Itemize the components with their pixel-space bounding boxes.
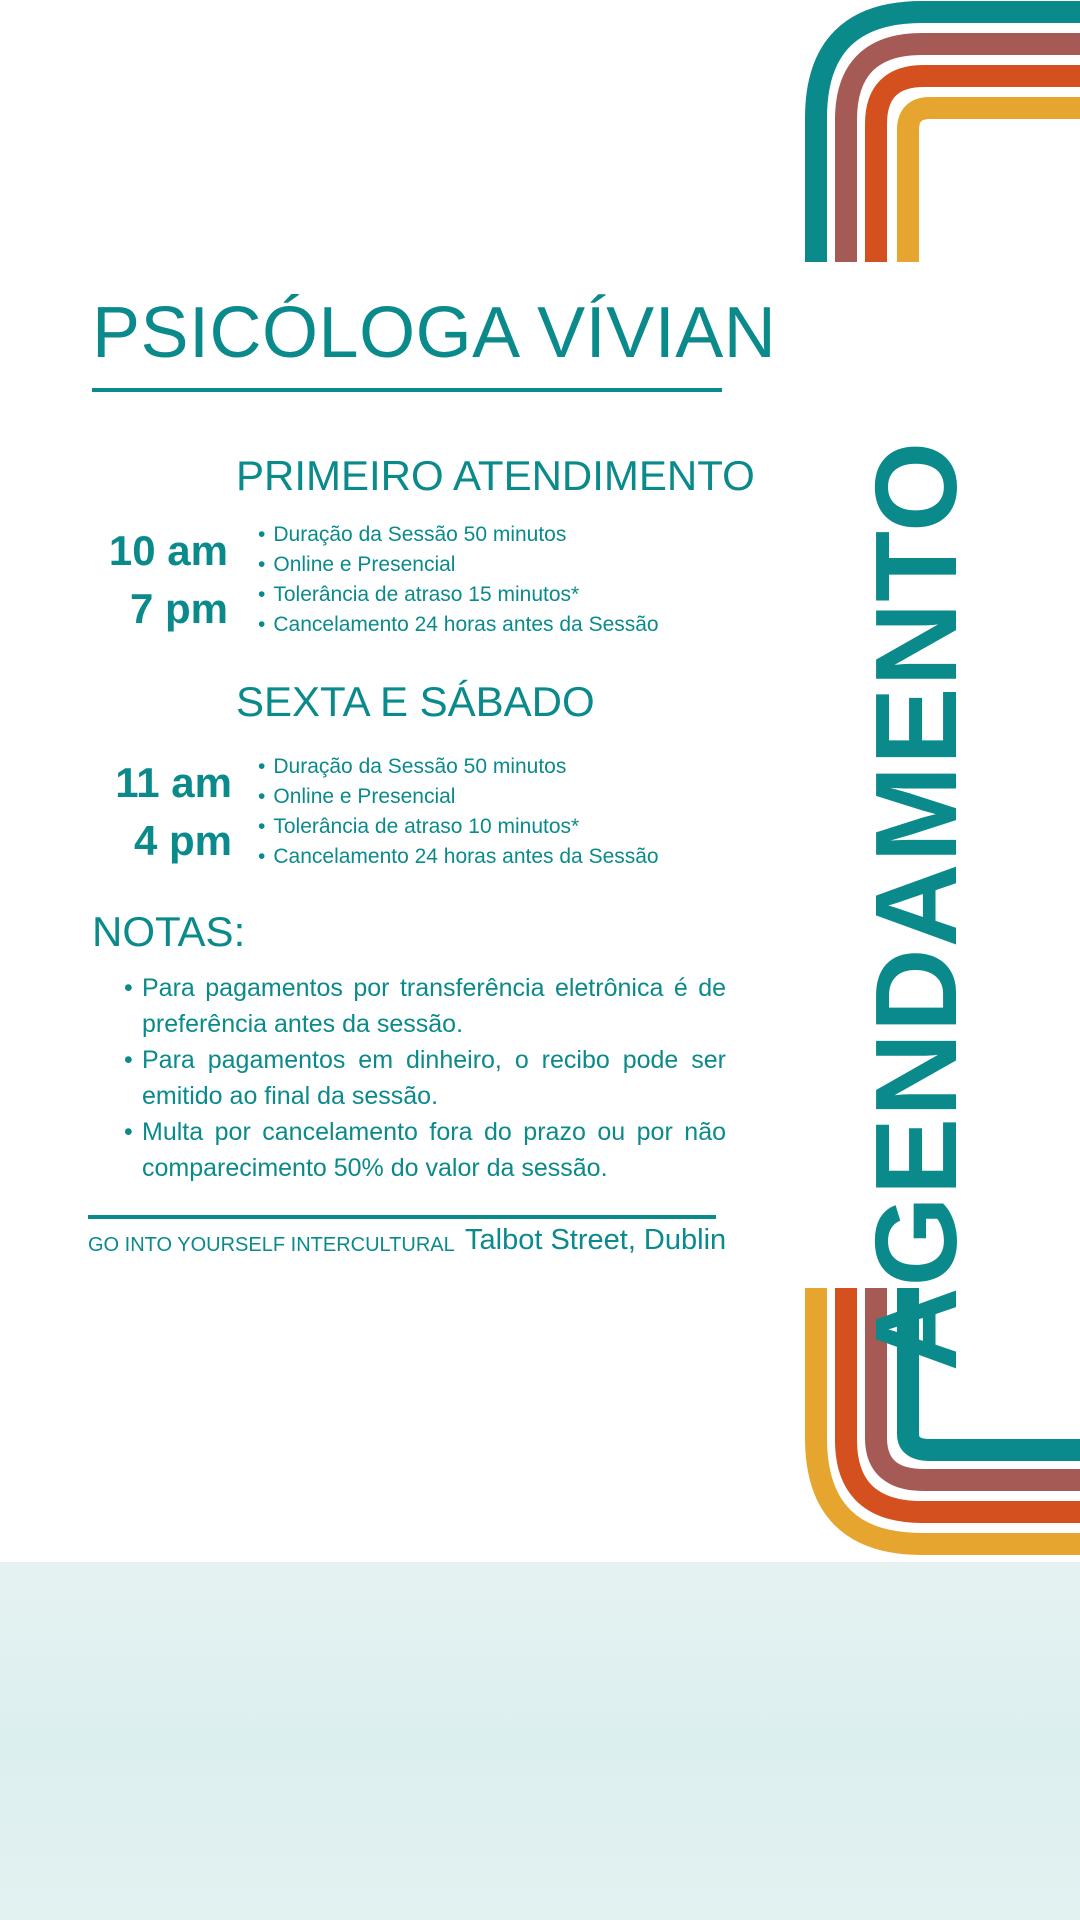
session-times <box>80 522 228 638</box>
notes-heading: NOTAS: <box>92 908 246 955</box>
footer-location: Talbot Street, Dublin <box>465 1224 727 1256</box>
list-item: • Para pagamentos por transferência eletrônica é de preferência antes da sessão. <box>124 970 726 1042</box>
list-item: • Online e Presencial <box>258 782 659 812</box>
start-time: 10 am <box>108 527 228 574</box>
session-details-list <box>258 752 659 872</box>
end-time: 4 pm <box>133 817 232 864</box>
list-item: • Para pagamentos em dinheiro, o recibo pode ser emitido ao final da sessão. <box>124 1042 726 1114</box>
list-item: • Tolerância de atraso 10 minutos* <box>258 812 659 842</box>
section-heading-sexta-e-sabado: SEXTA E SÁBADO <box>236 678 595 725</box>
list-item: • Duração da Sessão 50 minutos <box>258 520 659 550</box>
top-stripes-decoration <box>790 0 1080 262</box>
session-times <box>84 754 232 870</box>
list-item: • Multa por cancelamento fora do prazo ou por não comparecimento 50% do valor da sessão. <box>124 1114 726 1186</box>
footer-divider <box>88 1215 716 1219</box>
page-title: PSICÓLOGA VÍVIAN <box>92 293 777 373</box>
list-item: • Cancelamento 24 horas antes da Sessão <box>258 610 659 640</box>
list-item: • Duração da Sessão 50 minutos <box>258 752 659 782</box>
session-details-list <box>258 520 659 640</box>
list-item: • Online e Presencial <box>258 550 659 580</box>
footer-organization: GO INTO YOURSELF INTERCULTURAL <box>88 1234 455 1256</box>
notes-list <box>124 970 726 1186</box>
end-time: 7 pm <box>129 585 228 632</box>
title-divider <box>92 388 722 392</box>
start-time: 11 am <box>115 759 232 806</box>
blurred-background <box>0 1562 1080 1920</box>
section-heading-primeiro-atendimento: PRIMEIRO ATENDIMENTO <box>236 452 755 499</box>
list-item: • Cancelamento 24 horas antes da Sessão <box>258 842 659 872</box>
agendamento-vertical-title: AGENDAMENTO <box>851 440 981 1372</box>
list-item: • Tolerância de atraso 15 minutos* <box>258 580 659 610</box>
